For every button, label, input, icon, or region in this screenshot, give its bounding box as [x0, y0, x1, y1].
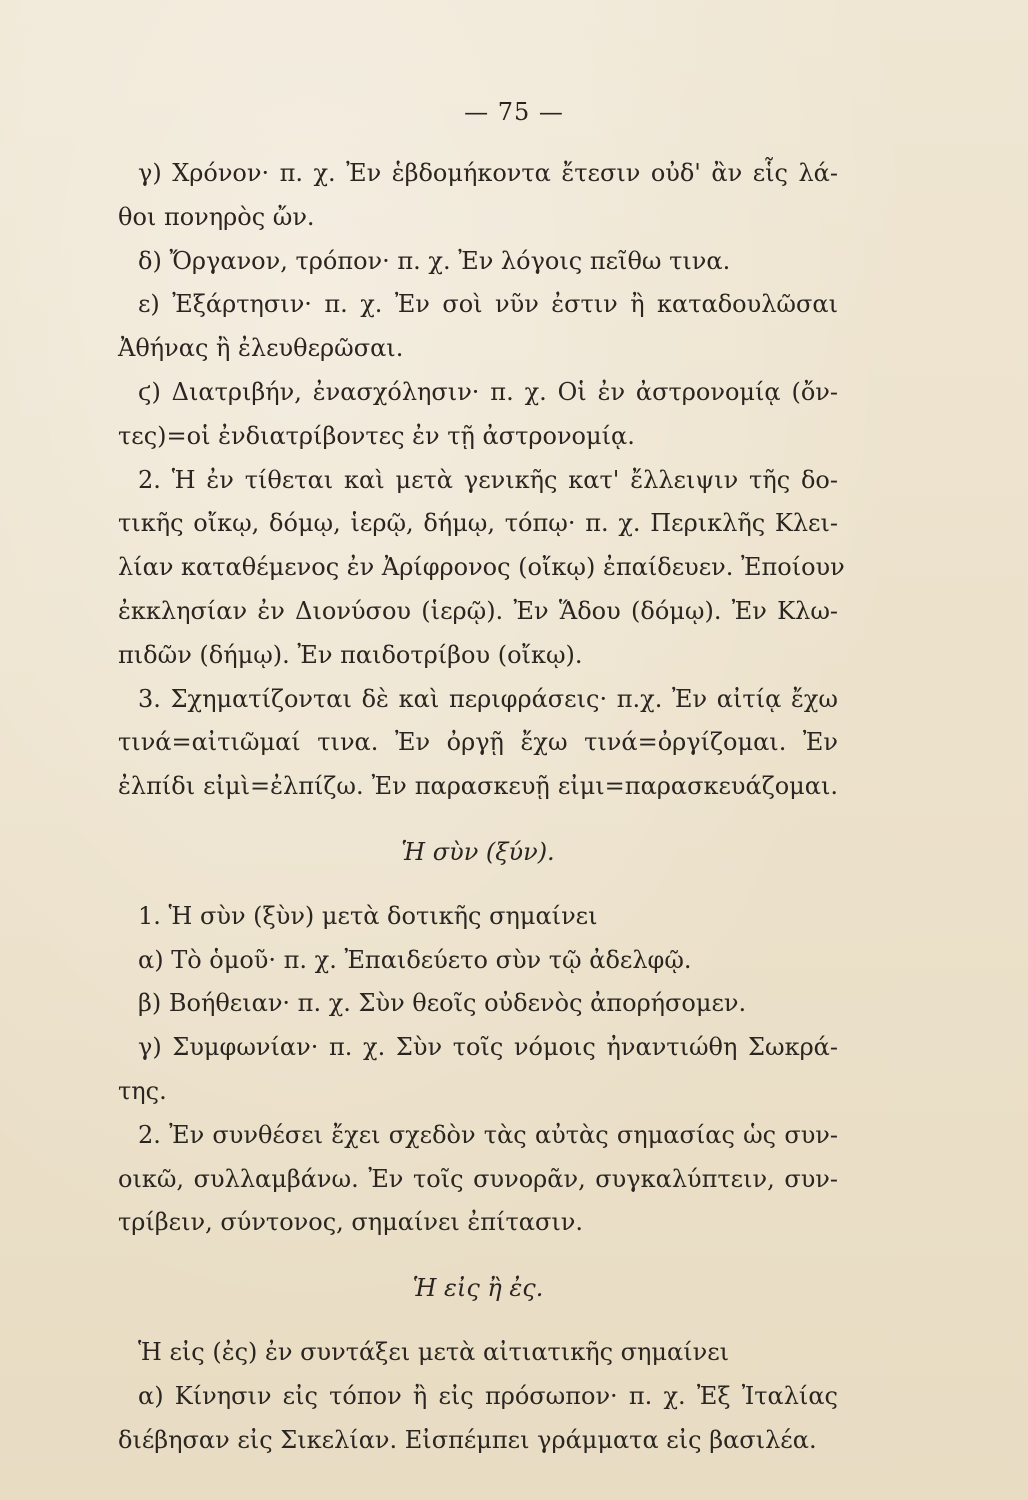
- page-number: — 75 —: [464, 98, 564, 126]
- text-line: α) Τὸ ὁμοῦ· π. χ. Ἐπαιδεύετο σὺν τῷ ἀδελφῷ.: [138, 945, 692, 974]
- section-heading-syn: Ἡ σὺν (ξύν).: [401, 837, 555, 866]
- text-line: α) Κίνησιν εἰς τόπον ἢ εἰς πρόσωπον· π. χ. Ἐξ Ἰταλίας: [138, 1381, 838, 1410]
- text-line: οικῶ, συλλαμβάνω. Ἐν τοῖς συνορᾶν, συγκαλύπτειν, συν-: [118, 1164, 838, 1193]
- text-line: γ) Χρόνον· π. χ. Ἐν ἑβδομήκοντα ἔτεσιν οὐδ' ἂν εἷς λά-: [138, 159, 838, 187]
- text-line: της.: [118, 1076, 167, 1105]
- text-line: δ) Ὄργανον, τρόπον· π. χ. Ἐν λόγοις πεῖθω τινα.: [138, 246, 731, 275]
- text-line: 2. Ἡ ἐν τίθεται καὶ μετὰ γενικῆς κατ' ἔλλειψιν τῆς δο-: [138, 465, 838, 494]
- text-line: ε) Ἐξάρτησιν· π. χ. Ἐν σοὶ νῦν ἐστιν ἢ καταδουλῶσαι: [138, 290, 838, 319]
- text-line: τινά=αἰτιῶμαί τινα. Ἐν ὀργῇ ἔχω τινά=ὀργίζομαι. Ἐν: [118, 728, 838, 757]
- page-body: [118, 152, 845, 1462]
- text-line: διέβησαν εἰς Σικελίαν. Εἰσπέμπει γράμματα εἰς βασιλέα.: [118, 1425, 817, 1454]
- text-line: τικῆς οἴκῳ, δόμῳ, ἱερῷ, δήμῳ, τόπῳ· π. χ. Περικλῆς Κλει-: [118, 509, 838, 538]
- text-line: β) Βοήθειαν· π. χ. Σὺν θεοῖς οὐδενὸς ἀπορήσομεν.: [138, 989, 747, 1018]
- text-line: λίαν καταθέμενος ἐν Ἀρίφρονος (οἴκῳ) ἐπαίδευεν. Ἐποίουν: [118, 553, 845, 582]
- text-line: γ) Συμφωνίαν· π. χ. Σὺν τοῖς νόμοις ἠναντιώθη Σωκρά-: [138, 1033, 838, 1062]
- text-line: ἐλπίδι εἰμὶ=ἐλπίζω. Ἐν παρασκευῇ εἰμι=παρασκευάζομαι.: [118, 772, 838, 801]
- text-line: 1. Ἡ σὺν (ξὺν) μετὰ δοτικῆς σημαίνει: [138, 901, 598, 930]
- text-line: 2. Ἐν συνθέσει ἔχει σχεδὸν τὰς αὐτὰς σημασίας ὡς συν-: [138, 1120, 838, 1149]
- text-line: τρίβειν, σύντονος, σημαίνει ἐπίτασιν.: [118, 1208, 583, 1237]
- text-line: τες)=οἱ ἐνδιατρίβοντες ἐν τῇ ἀστρονομίᾳ.: [118, 421, 635, 450]
- section-heading-eis: Ἡ εἰς ἢ ἐς.: [412, 1274, 544, 1303]
- text-line: ϛ) Διατριβήν, ἐνασχόλησιν· π. χ. Οἱ ἐν ἀστρονομίᾳ (ὄν-: [138, 377, 838, 406]
- text-line: ἐκκλησίαν ἐν Διονύσου (ἱερῷ). Ἐν Ἅδου (δόμῳ). Ἐν Κλω-: [118, 596, 838, 625]
- text-line: πιδῶν (δήμῳ). Ἐν παιδοτρίβου (οἴκῳ).: [118, 640, 583, 669]
- text-line: Ἡ εἰς (ἐς) ἐν συντάξει μετὰ αἰτιατικῆς σημαίνει: [138, 1337, 730, 1366]
- text-line: θοι πονηρὸς ὤν.: [118, 202, 315, 231]
- text-line: 3. Σχηματίζονται δὲ καὶ περιφράσεις· π.χ. Ἐν αἰτίᾳ ἔχω: [138, 684, 838, 713]
- text-line: Ἀθήνας ἢ ἐλευθερῶσαι.: [118, 334, 404, 363]
